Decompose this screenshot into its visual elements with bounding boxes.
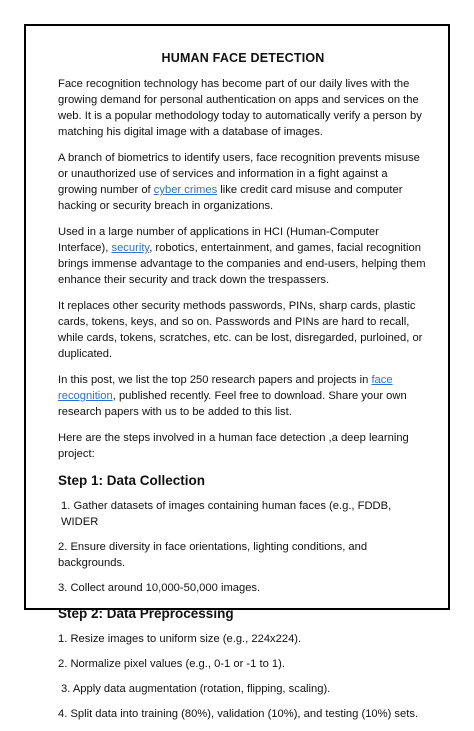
step1-item: 1. Gather datasets of images containing human faces (e.g., FDDB, WIDER (61, 500, 392, 528)
paragraph-steps-intro: Here are the steps involved in a human face detection ,a deep learning project: (58, 432, 409, 460)
p3-text-a: Used in a large number of applications in HCI (Human-Computer Interface), (58, 226, 379, 254)
step2-item: 1. Resize images to uniform size (e.g., 224x224). (58, 633, 302, 645)
step2-heading: Step 2: Data Preprocessing (58, 606, 234, 621)
face-recognition-link[interactable]: face recognition (58, 374, 393, 402)
p3-text-b: , robotics, entertainment, and games, facial recognition brings immense advantage to the companies and end-users, helping them enhance their security and track down the trespassers. (58, 242, 426, 286)
paragraph-applications (58, 224, 428, 288)
security-link[interactable]: security (111, 242, 150, 254)
p2-text-b: like credit card misuse and computer hacking or security breach in organizations. (58, 184, 403, 212)
p5-text-a: In this post, we list the top 250 research papers and projects in (58, 374, 372, 386)
cyber-crimes-link[interactable]: cyber crimes (153, 184, 218, 196)
step2-item: 2. Normalize pixel values (e.g., 0-1 or -1 to 1). (58, 658, 285, 670)
paragraph-replaces: It replaces other security methods passwords, PINs, sharp cards, plastic cards, tokens, keys, and so on. Passwords and PINs are hard to recall, while cards, tokens, scratches, etc. can be lost, disregarded, purloined, or duplicated. (58, 300, 423, 360)
page-title: HUMAN FACE DETECTION (161, 51, 325, 65)
p5-text-b: , published recently. Feel free to download. Share your own research papers with us to be added to this list. (58, 390, 407, 418)
p2-text-a: A branch of biometrics to identify users, face recognition prevents misuse or unauthorized use of services and information in a fight against a growing number of (58, 152, 420, 196)
step2-item: 4. Split data into training (80%), validation (10%), and testing (10%) sets. (58, 708, 419, 720)
step1-item: 2. Ensure diversity in face orientations, lighting conditions, and backgrounds. (58, 541, 368, 569)
step1-item: 3. Collect around 10,000-50,000 images. (58, 582, 261, 594)
paragraph-biometrics (58, 150, 428, 214)
paragraph-post (58, 372, 428, 420)
paragraph-intro: Face recognition technology has become part of our daily lives with the growing demand for personal authentication on apps and services on the web. It is a popular methodology today to automatically verify a person by matching his digital image with a database of images. (58, 78, 422, 138)
document-body (58, 50, 428, 731)
step2-item: 3. Apply data augmentation (rotation, flipping, scaling). (61, 683, 331, 695)
step1-heading: Step 1: Data Collection (58, 473, 206, 488)
